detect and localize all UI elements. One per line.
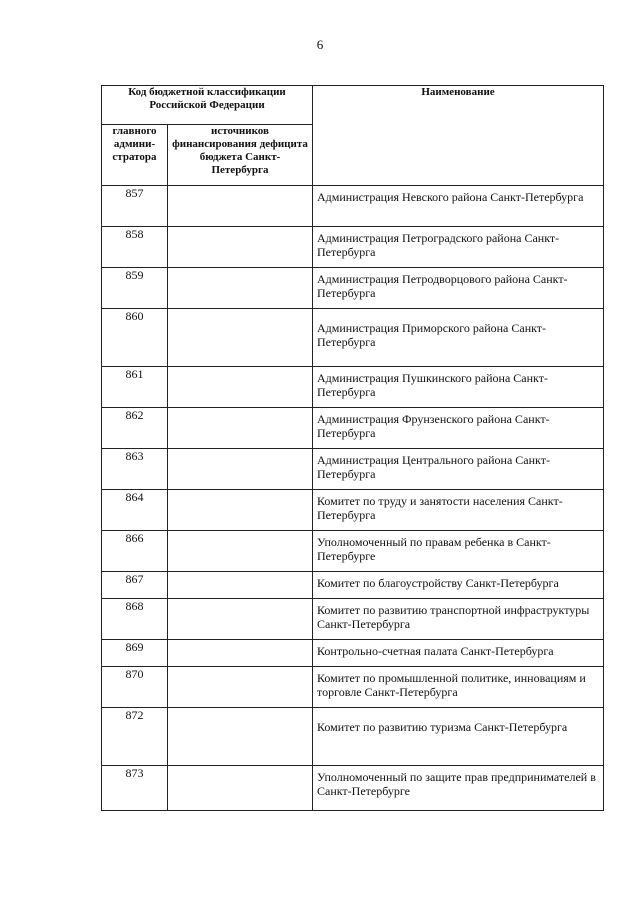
table-row — [102, 599, 604, 640]
source-code-cell — [168, 531, 313, 572]
admin-code-cell: 872 — [102, 708, 168, 766]
name-cell: Комитет по развитию транспортной инфраструктуры Санкт-Петербурга — [313, 599, 604, 640]
source-code-cell — [168, 490, 313, 531]
header-sources: источников финансирования дефицита бюджета Санкт-Петербурга — [168, 125, 313, 186]
admin-code-cell: 858 — [102, 227, 168, 268]
source-code-cell — [168, 309, 313, 367]
table-row — [102, 490, 604, 531]
name-cell: Администрация Пушкинского района Санкт-Петербурга — [313, 367, 604, 408]
source-code-cell — [168, 640, 313, 667]
table-row — [102, 531, 604, 572]
name-cell: Администрация Центрального района Санкт-Петербурга — [313, 449, 604, 490]
header-admin: главного админи-стратора — [102, 125, 168, 186]
name-cell: Администрация Петродворцового района Санкт-Петербурга — [313, 268, 604, 309]
source-code-cell — [168, 766, 313, 811]
name-cell: Уполномоченный по защите прав предпринимателей в Санкт-Петербурге — [313, 766, 604, 811]
table-row — [102, 186, 604, 227]
source-code-cell — [168, 268, 313, 309]
table-row — [102, 449, 604, 490]
name-cell: Уполномоченный по правам ребенка в Санкт-Петербурге — [313, 531, 604, 572]
page-number: 6 — [316, 37, 324, 52]
table-row — [102, 367, 604, 408]
name-cell: Комитет по развитию туризма Санкт-Петербурга — [313, 708, 604, 766]
source-code-cell — [168, 599, 313, 640]
header-name: Наименование — [313, 86, 604, 186]
name-cell: Комитет по промышленной политике, инновациям и торговле Санкт-Петербурга — [313, 667, 604, 708]
source-code-cell — [168, 667, 313, 708]
budget-classification-table — [101, 85, 604, 811]
table-row — [102, 572, 604, 599]
name-cell: Администрация Приморского района Санкт-Петербурга — [313, 309, 604, 367]
admin-code-cell: 866 — [102, 531, 168, 572]
table-row — [102, 667, 604, 708]
source-code-cell — [168, 227, 313, 268]
admin-code-cell: 873 — [102, 766, 168, 811]
source-code-cell — [168, 449, 313, 490]
table-body — [102, 186, 604, 811]
admin-code-cell: 863 — [102, 449, 168, 490]
table-row — [102, 309, 604, 367]
name-cell: Комитет по благоустройству Санкт-Петербурга — [313, 572, 604, 599]
source-code-cell — [168, 408, 313, 449]
table-row — [102, 268, 604, 309]
source-code-cell — [168, 572, 313, 599]
name-cell: Комитет по труду и занятости населения Санкт-Петербурга — [313, 490, 604, 531]
admin-code-cell: 857 — [102, 186, 168, 227]
admin-code-cell: 861 — [102, 367, 168, 408]
admin-code-cell: 859 — [102, 268, 168, 309]
table-row — [102, 408, 604, 449]
admin-code-cell: 869 — [102, 640, 168, 667]
name-cell: Администрация Фрунзенского района Санкт-Петербурга — [313, 408, 604, 449]
admin-code-cell: 867 — [102, 572, 168, 599]
source-code-cell — [168, 367, 313, 408]
admin-code-cell: 864 — [102, 490, 168, 531]
admin-code-cell: 862 — [102, 408, 168, 449]
admin-code-cell: 860 — [102, 309, 168, 367]
source-code-cell — [168, 186, 313, 227]
admin-code-cell: 870 — [102, 667, 168, 708]
name-cell: Администрация Петроградского района Санкт-Петербурга — [313, 227, 604, 268]
admin-code-cell: 868 — [102, 599, 168, 640]
name-cell: Администрация Невского района Санкт-Петербурга — [313, 186, 604, 227]
table-row — [102, 640, 604, 667]
table-row — [102, 708, 604, 766]
source-code-cell — [168, 708, 313, 766]
name-cell: Контрольно-счетная палата Санкт-Петербурга — [313, 640, 604, 667]
header-group: Код бюджетной классификации Российской Федерации — [102, 86, 313, 125]
table-row — [102, 227, 604, 268]
table-row — [102, 766, 604, 811]
